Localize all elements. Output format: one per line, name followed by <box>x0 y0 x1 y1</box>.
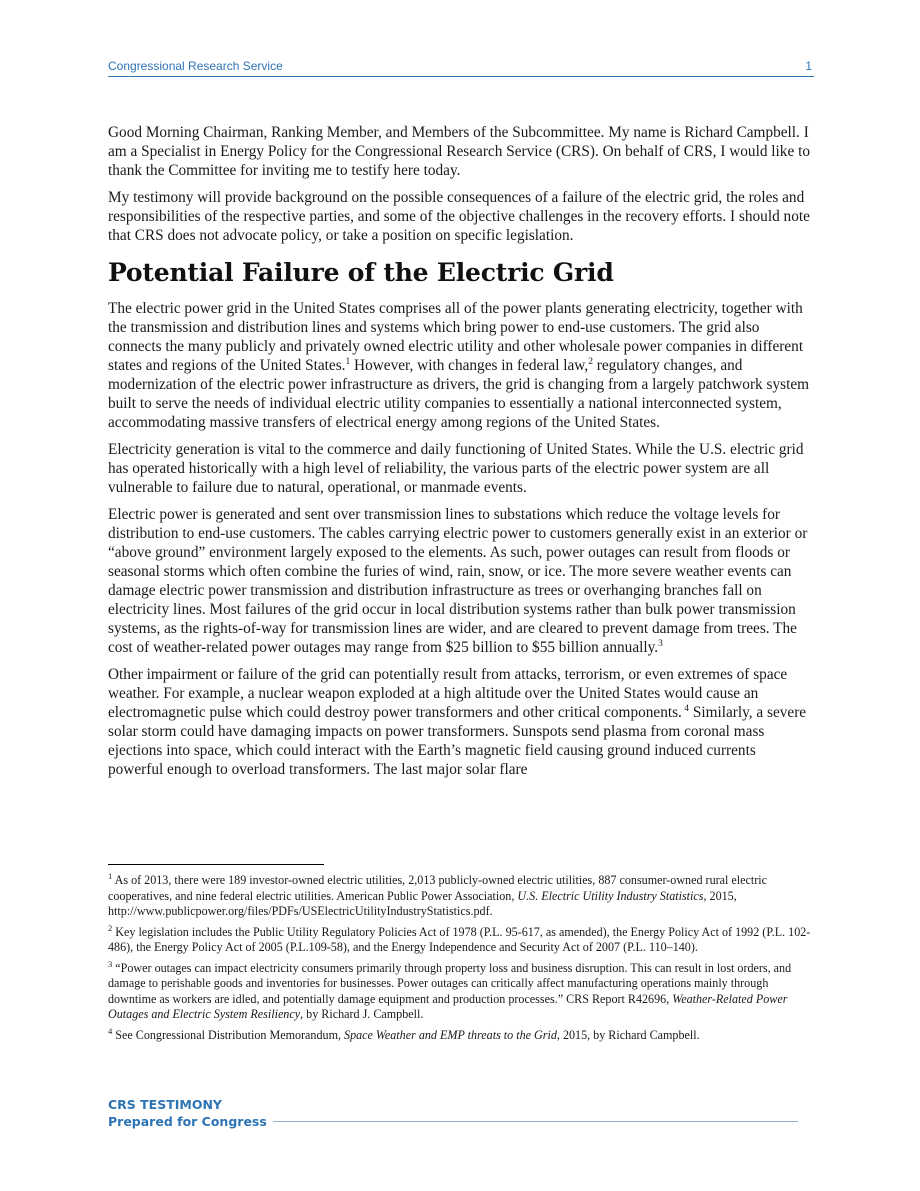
footnote-4 <box>108 1025 814 1044</box>
footnote-text: As of 2013, there were 189 investor-owned electric utilities, 2,013 publicly-owned electric utilities, 887 consumer-owned rural electric cooperatives, and nine federal electric utilities. American Public Power Association, <box>108 873 767 903</box>
footnote-ref-4[interactable]: 4 <box>681 703 689 714</box>
footnote-3 <box>108 958 814 1023</box>
paragraph-text: Similarly, a severe solar storm could have damaging impacts on power transformers. Sunspots send plasma from coronal mass ejections into space, which could interact with the Earth’s magnetic field causing ground induced currents powerful enough to overload transformers. The last major solar flare <box>108 704 807 778</box>
footnote-ref-1[interactable]: 1 <box>345 356 351 367</box>
section-paragraph-3 <box>108 505 814 657</box>
footnotes <box>108 870 814 1048</box>
footnote-title: U.S. Electric Utility Industry Statistics <box>517 888 704 903</box>
footnote-separator <box>108 864 324 865</box>
page-footer <box>108 1097 798 1129</box>
header-page-number: 1 <box>805 59 812 73</box>
paragraph-text: regulatory changes, and modernization of the electric power infrastructure as drivers, the grid is changing from a largely patchwork system built to serve the needs of individual electric utility companies to essentially a national interconnected system, accommodating massive transfers of electrical energy among regions of the United States. <box>108 357 810 431</box>
footnote-number: 3 <box>108 958 113 969</box>
section-paragraph-2: Electricity generation is vital to the commerce and daily functioning of United States. While the U.S. electric grid has operated historically with a high level of reliability, the various parts of the electric power system are all vulnerable to failure due to natural, operational, or manmade events. <box>108 441 804 496</box>
footnote-2 <box>108 922 814 956</box>
running-header <box>108 58 814 77</box>
paragraph-text: Electric power is generated and sent over transmission lines to substations which reduce the voltage levels for distribution to end-use customers. The cables carrying electric power to customers generally exist in an exterior or “above ground” environment largely exposed to the elements. As such, power outages can result from floods or seasonal storms which often combine the furies of wind, rain, snow, or ice. The more severe weather events can damage electric power transmission and distribution infrastructure as trees or overhanging branches fall on electricity lines. Most failures of the grid occur in local distribution systems rather than bulk power transmission systems, as the rights-of-way for transmission lines are wider, and are cleared to prevent damage from trees. The cost of weather-related power outages may range from $25 billion to $55 billion annually. <box>108 506 808 656</box>
header-organization: Congressional Research Service <box>108 59 283 73</box>
footnote-ref-3[interactable]: 3 <box>658 638 663 649</box>
intro-paragraph-1: Good Morning Chairman, Ranking Member, and Members of the Subcommittee. My name is Richard Campbell. I am a Specialist in Energy Policy for the Congressional Research Service (CRS). On behalf of CRS, I would like to thank the Committee for inviting me to testify here today. <box>108 124 810 179</box>
paragraph-text: Other impairment or failure of the grid can potentially result from attacks, terrorism, or even extremes of space weather. For example, a nuclear weapon exploded at a high altitude over the United States would cause an electromagnetic pulse which could destroy power transformers and other critical components. <box>108 666 788 721</box>
footnote-number: 4 <box>108 1025 113 1036</box>
footnote-text: , 2015, http://www.publicpower.org/files/PDFs/USElectricUtilityIndustryStatistics.pdf. <box>108 888 737 918</box>
footnote-1 <box>108 870 814 920</box>
footnote-text: See Congressional Distribution Memorandum, <box>112 1027 345 1042</box>
footer-title: CRS TESTIMONY <box>108 1097 222 1112</box>
footnote-text: , by Richard J. Campbell. <box>300 1007 424 1021</box>
footnote-ref-2[interactable]: 2 <box>588 356 593 367</box>
footnote-text: “Power outages can impact electricity consumers primarily through property loss and business disruption. This can result in lost orders, and damage to perishable goods and inventories for businesses. Power outages can critically affect manufacturing operations mainly through downtime as workers are idled, and potentially damage equipment and production processes.” CRS Report R42696, <box>108 960 792 1006</box>
footer-subtitle: Prepared for Congress <box>108 1113 267 1129</box>
paragraph-text: However, with changes in federal law, <box>350 357 589 374</box>
section-paragraph-1 <box>108 299 814 432</box>
paragraph-text: The electric power grid in the United States comprises all of the power plants generating electricity, together with the transmission and distribution lines and systems which bring power to end-use customers. The grid also connects the many publicly and privately owned electric utility and other wholesale power companies in different states and regions of the United States. <box>108 300 804 374</box>
footer-rule <box>273 1121 798 1122</box>
intro-paragraph-2: My testimony will provide background on the possible consequences of a failure of the electric grid, the roles and responsibilities of the respective parties, and some of the objective challenges in the recovery efforts. I should note that CRS does not advocate policy, or take a position on specific legislation. <box>108 189 810 244</box>
footnote-text: , 2015, by Richard Campbell. <box>556 1027 700 1042</box>
footnote-number: 1 <box>108 870 113 881</box>
footer-subtitle-row <box>108 1113 798 1129</box>
section-heading: Potential Failure of the Electric Grid <box>108 258 614 287</box>
footnote-title: Weather-Related Power Outages and Electric System Resiliency <box>108 991 788 1021</box>
footnote-text: Key legislation includes the Public Utility Regulatory Policies Act of 1978 (P.L. 95-617, as amended), the Energy Policy Act of 1992 (P.L. 102-486), the Energy Policy Act of 2005 (P.L.109-58), and the Energy Independence and Security Act of 2007 (P.L. 110–140). <box>108 924 811 954</box>
footnote-number: 2 <box>108 922 113 933</box>
section-paragraph-4 <box>108 665 814 779</box>
body-text <box>108 123 814 787</box>
footnote-title: Space Weather and EMP threats to the Grid <box>344 1027 557 1042</box>
